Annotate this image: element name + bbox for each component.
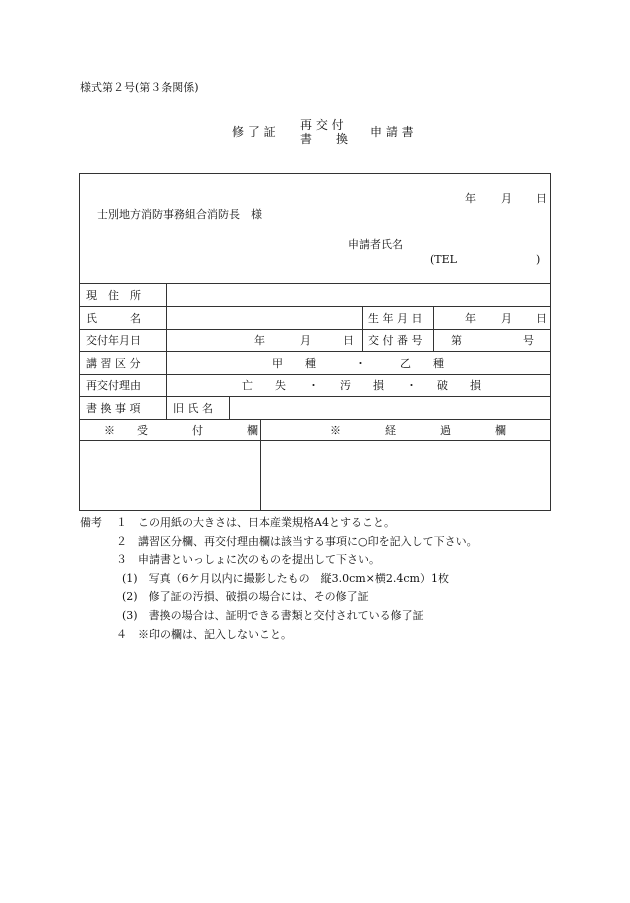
birth-day: 日 bbox=[536, 312, 547, 325]
tel-open: (TEL bbox=[430, 253, 457, 266]
course-separator: ・ bbox=[355, 357, 366, 370]
issue-date-label: 交付年月日 bbox=[86, 334, 141, 347]
divider bbox=[229, 396, 230, 419]
name-field[interactable] bbox=[168, 308, 360, 327]
title-upper: 再 交 付 bbox=[300, 118, 344, 132]
issue-number-label: 交 付 番 号 bbox=[368, 334, 423, 347]
divider bbox=[433, 306, 434, 351]
divider bbox=[79, 419, 551, 420]
reason-separator: ・ bbox=[308, 379, 319, 392]
reason-damage-option[interactable]: 破 損 bbox=[437, 379, 481, 392]
birth-year: 年 bbox=[465, 312, 476, 325]
note-3-item-3: (3) 書換の場合は、証明できる書類と交付されている修了証 bbox=[122, 609, 424, 622]
reason-separator: ・ bbox=[406, 379, 417, 392]
date-year: 年 bbox=[465, 192, 476, 205]
note-4: ※印の欄は、記入しないこと。 bbox=[138, 628, 292, 641]
divider bbox=[79, 329, 551, 330]
divider bbox=[79, 351, 551, 352]
reason-stain-option[interactable]: 汚 損 bbox=[340, 379, 384, 392]
application-form-frame bbox=[79, 173, 551, 511]
note-number: １ bbox=[116, 516, 127, 529]
note-1: この用紙の大きさは、日本産業規格A4とすること。 bbox=[138, 516, 395, 529]
divider bbox=[166, 283, 167, 419]
course-option-a[interactable]: 甲 種 bbox=[272, 357, 316, 370]
title-right: 申 請 書 bbox=[370, 125, 414, 139]
reason-lost-option[interactable]: 亡 失 bbox=[242, 379, 286, 392]
note-3: 申請書といっしょに次のものを提出して下さい。 bbox=[138, 553, 380, 566]
progress-column-header: ※ 経 過 欄 bbox=[330, 424, 506, 437]
reception-column-header: ※ 受 付 欄 bbox=[104, 424, 258, 437]
form-number: 様式第２号(第３条関係) bbox=[80, 81, 199, 94]
note-3-item-2: (2) 修了証の汚損、破損の場合には、その修了証 bbox=[122, 590, 369, 603]
issue-month: 月 bbox=[300, 334, 311, 347]
divider bbox=[79, 283, 551, 284]
divider bbox=[79, 374, 551, 375]
date-month: 月 bbox=[501, 192, 512, 205]
applicant-name-label: 申請者氏名 bbox=[348, 238, 403, 251]
title-left: 修 了 証 bbox=[232, 125, 276, 139]
rewrite-label: 書 換 事 項 bbox=[86, 402, 141, 415]
divider bbox=[362, 306, 363, 351]
course-option-b[interactable]: 乙 種 bbox=[400, 357, 444, 370]
old-name-field[interactable] bbox=[231, 398, 549, 417]
address-label: 現 住 所 bbox=[86, 289, 141, 302]
issue-year: 年 bbox=[254, 334, 265, 347]
issue-number-suffix: 号 bbox=[523, 334, 534, 347]
note-2: 講習区分欄、再交付理由欄は該当する事項に○印を記入して下さい。 bbox=[138, 535, 478, 548]
tel-close: ) bbox=[536, 253, 541, 266]
name-label: 氏 名 bbox=[86, 312, 141, 325]
birth-month: 月 bbox=[501, 312, 512, 325]
divider bbox=[79, 396, 551, 397]
course-label: 講 習 区 分 bbox=[86, 357, 141, 370]
issue-day: 日 bbox=[343, 334, 354, 347]
note-number: ４ bbox=[116, 628, 127, 641]
issue-number-prefix: 第 bbox=[451, 334, 462, 347]
divider bbox=[79, 440, 551, 441]
birthdate-label: 生 年 月 日 bbox=[368, 312, 423, 325]
divider bbox=[260, 419, 261, 511]
reissue-reason-label: 再交付理由 bbox=[86, 379, 141, 392]
address-field[interactable] bbox=[168, 285, 550, 304]
title-lower: 書 換 bbox=[300, 132, 349, 146]
note-3-item-1: (1) 写真（6ケ月以内に撮影したもの 縦3.0cm×横2.4cm）1枚 bbox=[122, 572, 449, 585]
date-day: 日 bbox=[536, 192, 547, 205]
addressee: 士別地方消防事務組合消防長 様 bbox=[97, 208, 262, 221]
notes-heading: 備考 bbox=[80, 516, 102, 529]
note-number: ３ bbox=[116, 553, 127, 566]
note-number: ２ bbox=[116, 535, 127, 548]
old-name-label: 旧 氏 名 bbox=[173, 402, 213, 415]
divider bbox=[79, 306, 551, 307]
